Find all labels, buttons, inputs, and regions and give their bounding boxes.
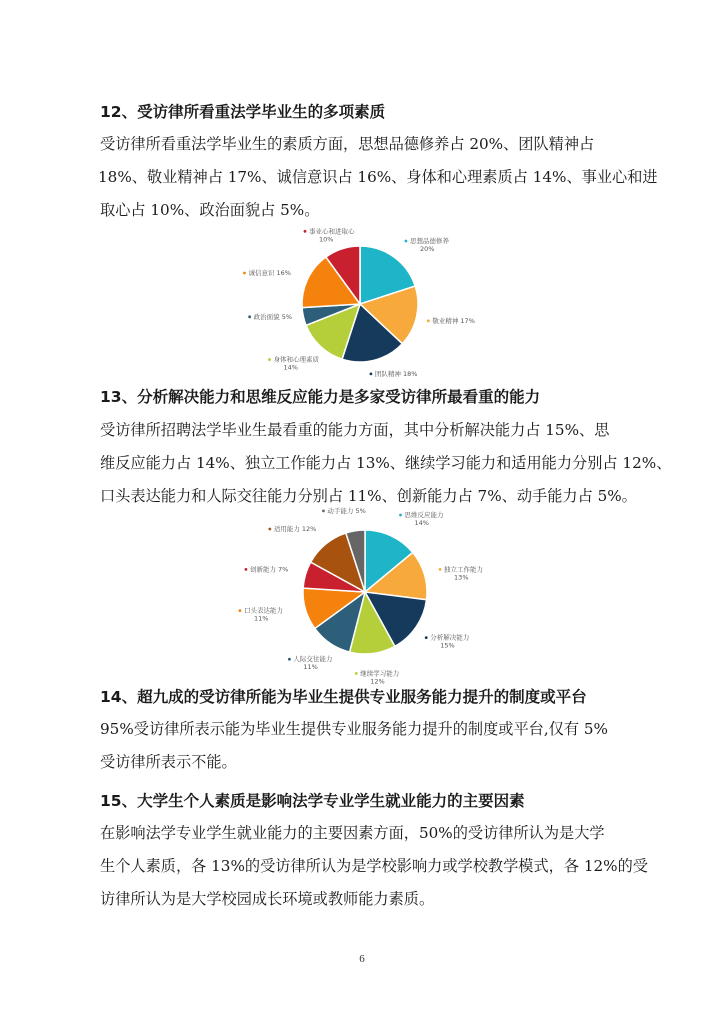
- pie-chart-abilities: [225, 506, 505, 686]
- pie-label-text: 敬业精神 17%: [432, 316, 475, 325]
- legend-bullet-icon: [268, 358, 271, 361]
- legend-bullet-icon: [405, 240, 408, 243]
- pie-label-2: [439, 564, 483, 581]
- pie-label-text: 11%: [303, 663, 318, 672]
- legend-bullet-icon: [399, 514, 402, 517]
- pie-label-text: 口头表达能力: [243, 606, 283, 615]
- pie-label-1: [399, 510, 443, 527]
- pie-label-text: 13%: [454, 573, 469, 582]
- section-15-line-2: 生个人素质，各 13%的受访律所认为是学校影响力或学校教学模式，各 12%的受: [100, 857, 648, 875]
- pie-label-9: [322, 506, 366, 515]
- pie-label-2: [427, 316, 475, 325]
- legend-bullet-icon: [355, 672, 358, 675]
- pie-label-text: 动手能力 5%: [327, 506, 366, 515]
- legend-bullet-icon: [248, 315, 251, 318]
- section-14-line-2: 受访律所表示不能。: [100, 753, 237, 771]
- pie-label-text: 分析解决能力: [430, 633, 470, 642]
- pie-label-6: [239, 606, 283, 623]
- section-13-paragraph: [100, 414, 680, 513]
- pie-label-text: 适用能力 12%: [273, 524, 317, 533]
- pie-label-3: [370, 369, 418, 378]
- section-12-line-1: 受访律所看重法学毕业生的素质方面，思想品德修养占 20%、团队精神占: [100, 135, 595, 153]
- section-13-line-3: 口头表达能力和人际交往能力分别占 11%、创新能力占 7%、动手能力占 5%。: [100, 487, 637, 505]
- pie-label-text: 身体和心理素质: [273, 355, 319, 364]
- section-13-line-1: 受访律所招聘法学毕业生最看重的能力方面，其中分析解决能力占 15%、思: [100, 421, 610, 439]
- section-12-heading: 12、受访律所看重法学毕业生的多项素质: [100, 103, 386, 121]
- legend-bullet-icon: [268, 528, 271, 531]
- section-14-paragraph: [100, 713, 680, 779]
- legend-bullet-icon: [239, 609, 242, 612]
- pie-label-4: [355, 668, 399, 685]
- pie-label-text: 创新能力 7%: [249, 565, 289, 574]
- section-15-line-1: 在影响法学专业学生就业能力的主要因素方面，50%的受访律所认为是大学: [100, 824, 605, 842]
- legend-bullet-icon: [439, 568, 442, 571]
- pie-label-1: [405, 236, 450, 253]
- legend-bullet-icon: [288, 658, 291, 661]
- section-14-heading: 14、超九成的受访律所能为毕业生提供专业服务能力提升的制度或平台: [100, 688, 587, 706]
- pie-label-5: [288, 654, 332, 671]
- legend-bullet-icon: [427, 319, 430, 322]
- pie-label-text: 15%: [440, 641, 455, 650]
- pie-label-text: 思想品德修养: [409, 236, 449, 245]
- pie-label-6: [243, 268, 291, 277]
- pie-label-text: 14%: [283, 363, 298, 372]
- pie-label-text: 10%: [318, 235, 334, 244]
- section-13-line-2: 维反应能力占 14%、独立工作能力占 13%、继续学习能力和适用能力分别占 12%、: [100, 454, 672, 472]
- pie-label-text: 20%: [419, 244, 435, 253]
- pie-chart-qualities: [230, 224, 510, 378]
- legend-bullet-icon: [322, 510, 325, 513]
- pie-label-text: 政治面貌 5%: [253, 312, 293, 321]
- legend-bullet-icon: [245, 568, 248, 571]
- pie-label-text: 14%: [414, 519, 429, 528]
- legend-bullet-icon: [370, 372, 373, 375]
- pie-label-text: 事业心和进取心: [308, 227, 355, 236]
- pie-label-7: [245, 564, 289, 573]
- pie-label-5: [248, 312, 292, 321]
- pie-label-text: 继续学习能力: [360, 669, 400, 678]
- section-15-heading: 15、大学生个人素质是影响法学专业学生就业能力的主要因素: [100, 792, 525, 810]
- section-12-paragraph: [100, 128, 680, 227]
- pie-label-8: [268, 524, 316, 533]
- page-number: 6: [359, 953, 365, 965]
- pie-label-text: 独立工作能力: [444, 565, 484, 574]
- legend-bullet-icon: [304, 230, 307, 233]
- section-15-line-3: 访律所认为是大学校园成长环境或教师能力素质。: [100, 890, 435, 908]
- section-12-line-2: 18%、敬业精神占 17%、诚信意识占 16%、身体和心理素质占 14%、事业心和进: [98, 168, 658, 186]
- pie-label-3: [425, 633, 469, 650]
- pie-label-text: 11%: [253, 614, 269, 623]
- pie-label-text: 人际交往能力: [293, 655, 333, 664]
- legend-bullet-icon: [425, 636, 428, 639]
- pie-label-text: 团队精神 18%: [374, 369, 418, 378]
- pie-label-text: 思维反应能力: [404, 511, 444, 520]
- pie-label-7: [304, 226, 355, 243]
- section-15-paragraph: [100, 817, 680, 916]
- pie-label-4: [268, 355, 319, 372]
- legend-bullet-icon: [243, 272, 246, 275]
- pie-label-text: 诚信意识 16%: [248, 269, 291, 278]
- section-12-line-3: 取心占 10%、政治面貌占 5%。: [100, 201, 320, 219]
- section-13-heading: 13、分析解决能力和思维反应能力是多家受访律所最看重的能力: [100, 388, 541, 406]
- section-14-line-1: 95%受访律所表示能为毕业生提供专业服务能力提升的制度或平台,仅有 5%: [100, 720, 608, 738]
- pie-label-text: 12%: [370, 677, 385, 686]
